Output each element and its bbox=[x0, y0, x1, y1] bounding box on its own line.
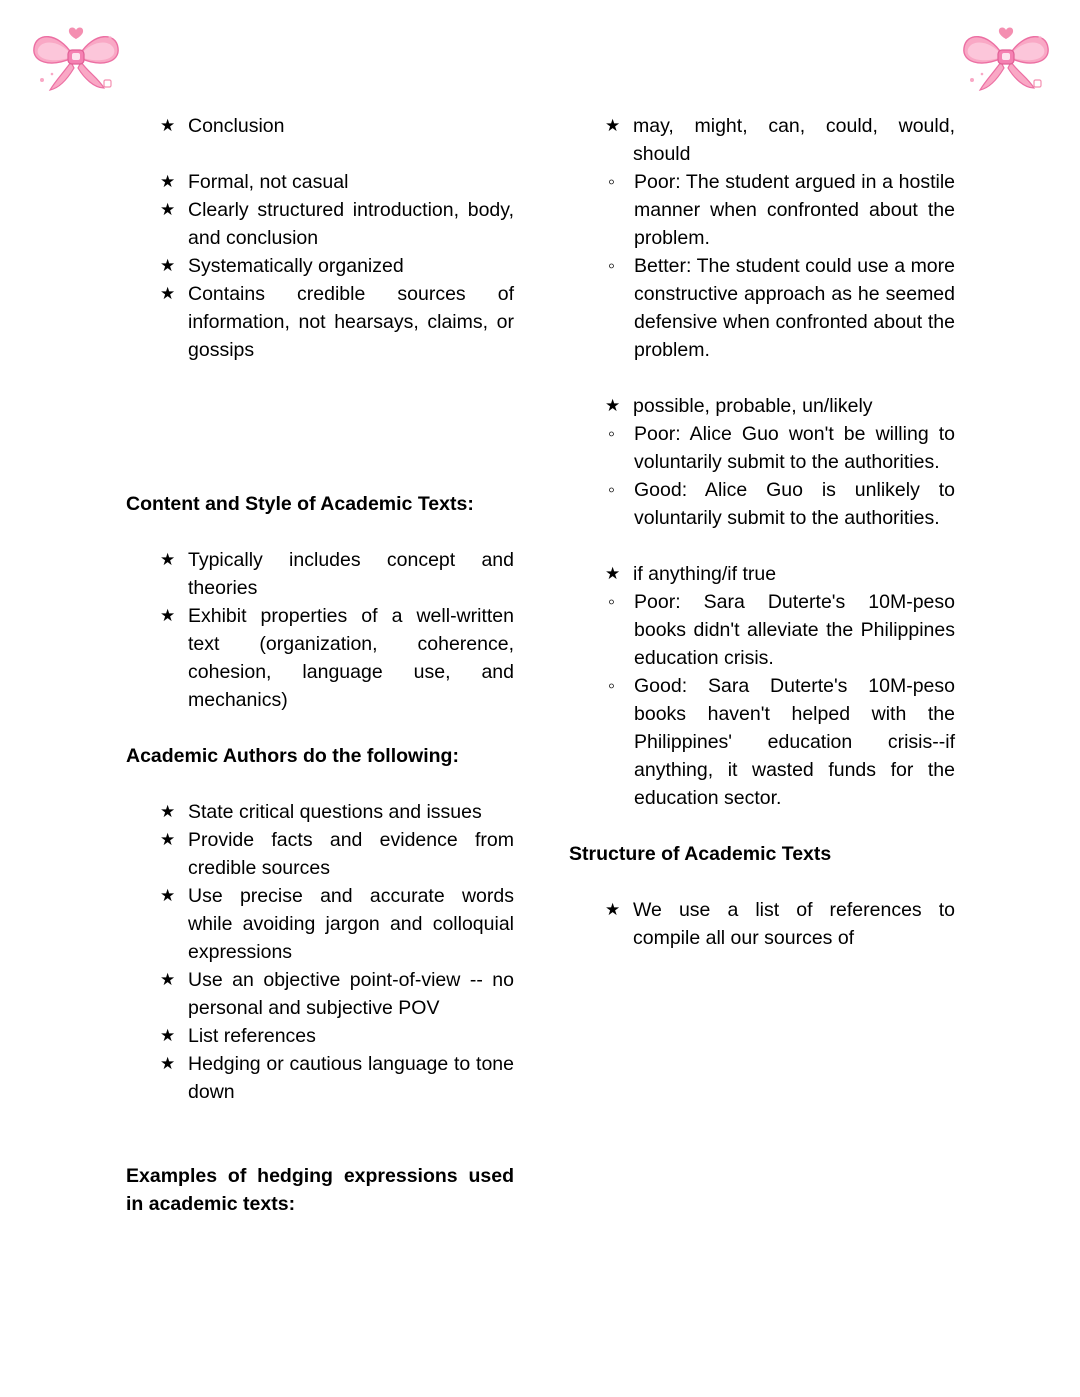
spacer bbox=[126, 364, 514, 448]
list-item: ★ Formal, not casual bbox=[126, 168, 514, 196]
academic-authors-heading: Academic Authors do the following: bbox=[126, 745, 459, 767]
spacer bbox=[569, 868, 955, 896]
list-item: ★ State critical questions and issues bbox=[126, 798, 514, 826]
list-item: ★ may, might, can, could, would, should bbox=[569, 112, 955, 168]
structure-heading: Structure of Academic Texts bbox=[569, 843, 832, 865]
structure-list bbox=[569, 896, 955, 952]
list-item: ★ List references bbox=[126, 1022, 514, 1050]
list-item: ◦ Good: Sara Duterte's 10M-peso books haven't helped with the Philippines' education crisis--if anything, it wasted funds for the education sector. bbox=[569, 672, 955, 812]
hedging-examples-heading: Examples of hedging expressions used in academic texts: bbox=[126, 1165, 514, 1215]
hedging-examples-conditional bbox=[569, 588, 955, 812]
content-style-list bbox=[126, 546, 514, 714]
pink-bow-ribbon-icon bbox=[28, 14, 124, 98]
pink-bow-ribbon-icon bbox=[958, 14, 1054, 98]
list-item: ★ Conclusion bbox=[126, 112, 514, 140]
list-item: ★ possible, probable, un/likely bbox=[569, 392, 955, 420]
content-style-heading: Content and Style of Academic Texts: bbox=[126, 493, 474, 515]
list-item: ◦ Poor: The student argued in a hostile manner when confronted about the problem. bbox=[569, 168, 955, 252]
list-item: ★ Exhibit properties of a well-written text (organization, coherence, cohesion, language use, and mechanics) bbox=[126, 602, 514, 714]
spacer bbox=[126, 518, 514, 546]
hedging-group-modals bbox=[569, 112, 955, 168]
list-item: ◦ Poor: Sara Duterte's 10M-peso books didn't alleviate the Philippines education crisis. bbox=[569, 588, 955, 672]
right-column bbox=[569, 112, 955, 952]
list-item: ◦ Better: The student could use a more constructive approach as he seemed defensive when confronted about the problem. bbox=[569, 252, 955, 364]
academic-text-features-list bbox=[126, 168, 514, 364]
spacer bbox=[126, 1106, 514, 1162]
hedging-examples-probability bbox=[569, 420, 955, 532]
list-item: ★ Use an objective point-of-view -- no personal and subjective POV bbox=[126, 966, 514, 1022]
list-item: ★ Hedging or cautious language to tone down bbox=[126, 1050, 514, 1106]
spacer bbox=[569, 364, 955, 392]
hedging-examples-modals bbox=[569, 168, 955, 364]
hedging-group-probability bbox=[569, 392, 955, 420]
hedging-group-conditional bbox=[569, 560, 955, 588]
spacer bbox=[126, 140, 514, 168]
spacer bbox=[569, 812, 955, 840]
list-item: ★ Use precise and accurate words while avoiding jargon and colloquial expressions bbox=[126, 882, 514, 966]
intro-bullet-list bbox=[126, 112, 514, 140]
list-item: ★ if anything/if true bbox=[569, 560, 955, 588]
spacer bbox=[126, 770, 514, 798]
left-column bbox=[126, 112, 514, 1218]
list-item: ★ Clearly structured introduction, body, and conclusion bbox=[126, 196, 514, 252]
list-item: ★ We use a list of references to compile all our sources of bbox=[569, 896, 955, 952]
list-item: ◦ Poor: Alice Guo won't be willing to voluntarily submit to the authorities. bbox=[569, 420, 955, 476]
academic-authors-list bbox=[126, 798, 514, 1106]
list-item: ★ Provide facts and evidence from credible sources bbox=[126, 826, 514, 882]
spacer bbox=[126, 714, 514, 742]
list-item: ★ Contains credible sources of information, not hearsays, claims, or gossips bbox=[126, 280, 514, 364]
spacer bbox=[126, 448, 514, 490]
spacer bbox=[569, 532, 955, 560]
list-item: ★ Systematically organized bbox=[126, 252, 514, 280]
list-item: ◦ Good: Alice Guo is unlikely to voluntarily submit to the authorities. bbox=[569, 476, 955, 532]
list-item: ★ Typically includes concept and theories bbox=[126, 546, 514, 602]
